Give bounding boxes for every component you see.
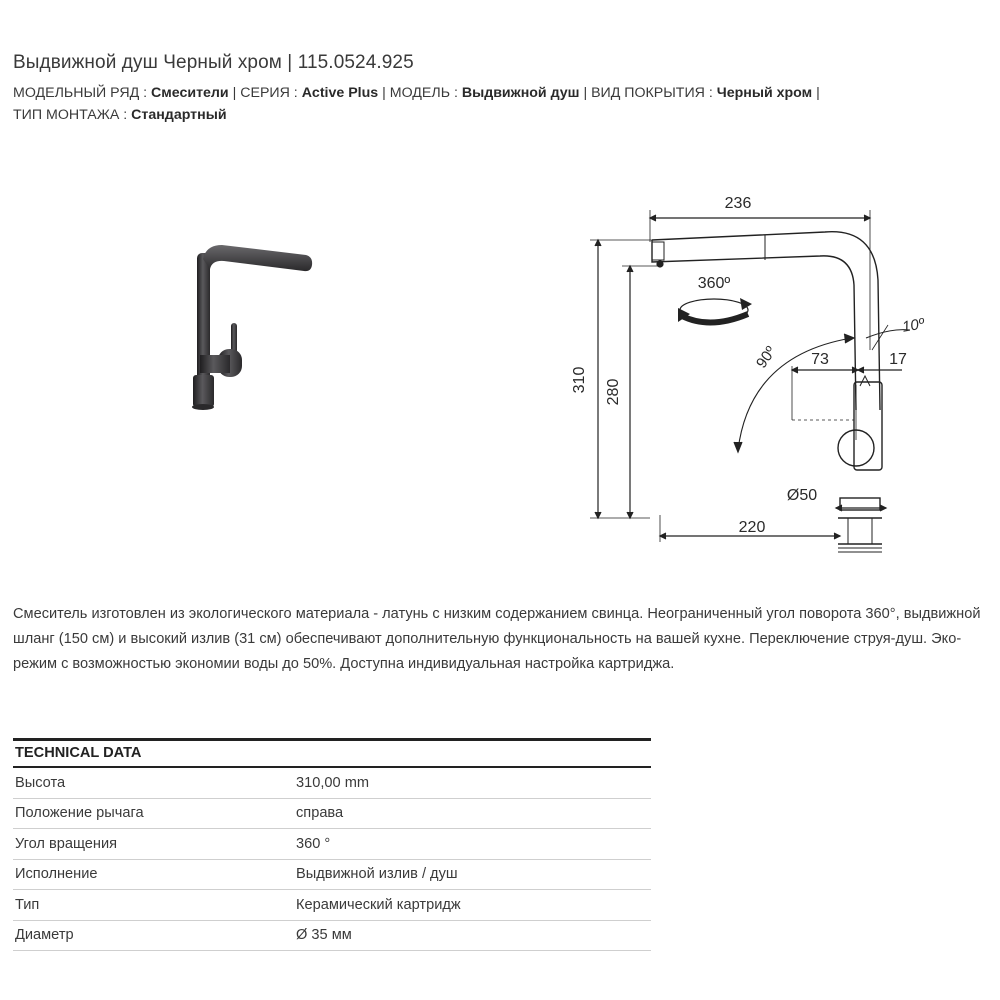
table-row	[13, 921, 651, 952]
row-key: Диаметр	[15, 927, 74, 944]
table-row	[13, 829, 651, 860]
meta-separator: |	[812, 85, 820, 101]
table-row	[13, 768, 651, 799]
mount-label: ТИП МОНТАЖА :	[13, 107, 132, 123]
faucet-product-image	[160, 225, 330, 425]
dim-236: 236	[724, 195, 752, 212]
series-label: СЕРИЯ :	[240, 85, 302, 101]
row-value: справа	[296, 805, 344, 822]
series-value: Active Plus	[301, 85, 379, 101]
dim-220: 220	[738, 519, 766, 536]
dim-73: 73	[811, 351, 829, 368]
dim-17: 17	[889, 351, 907, 368]
row-key: Исполнение	[15, 866, 98, 883]
finish-label: ВИД ПОКРЫТИЯ :	[591, 85, 717, 101]
dim-10: 10º	[900, 315, 926, 336]
model-value: Выдвижной душ	[461, 85, 580, 101]
meta-separator: |	[579, 85, 592, 101]
row-key: Угол вращения	[15, 835, 118, 852]
meta-separator: |	[378, 85, 390, 101]
row-key: Тип	[15, 896, 40, 913]
row-value: Керамический картридж	[296, 896, 461, 913]
dim-90: 90º	[752, 343, 780, 372]
table-row	[13, 860, 651, 891]
row-key: Положение рычага	[15, 805, 144, 822]
table-row	[13, 890, 651, 921]
dim-280: 280	[605, 378, 622, 406]
row-value: Ø 35 мм	[296, 927, 352, 944]
technical-drawing	[570, 180, 950, 570]
finish-value: Черный хром	[716, 85, 813, 101]
model-label: МОДЕЛЬ :	[389, 85, 462, 101]
page-title: Выдвижной душ Черный хром | 115.0524.925	[13, 52, 414, 73]
row-value: Выдвижной излив / душ	[296, 866, 458, 883]
technical-data-table	[13, 738, 651, 951]
table-row	[13, 799, 651, 830]
dim-360: 360º	[697, 275, 731, 292]
row-value: 310,00 mm	[296, 774, 370, 791]
row-key: Высота	[15, 774, 66, 791]
product-description: Смеситель изготовлен из экологического материала - латунь с низким содержанием свинца. Неограниченный угол поворота 360°, выдвижной шланг (150 см) и высокий излив (31 см) обеспечивают дополнительную функциональность на вашей кухне. Переключение струя-душ. Эко-режим с возможностью экономии воды до 50%. Доступна индивидуальная настройка картриджа.	[13, 606, 981, 672]
rotation-icon	[678, 298, 752, 323]
model-range-value: Смесители	[151, 85, 229, 101]
product-meta	[13, 82, 988, 126]
dim-310: 310	[571, 366, 588, 394]
mount-value: Стандартный	[131, 107, 227, 123]
row-value: 360 °	[296, 835, 331, 852]
model-range-label: МОДЕЛЬНЫЙ РЯД :	[13, 85, 152, 101]
dim-diameter-50: Ø50	[786, 487, 818, 504]
meta-separator: |	[228, 85, 241, 101]
technical-data-heading: TECHNICAL DATA	[13, 738, 651, 768]
